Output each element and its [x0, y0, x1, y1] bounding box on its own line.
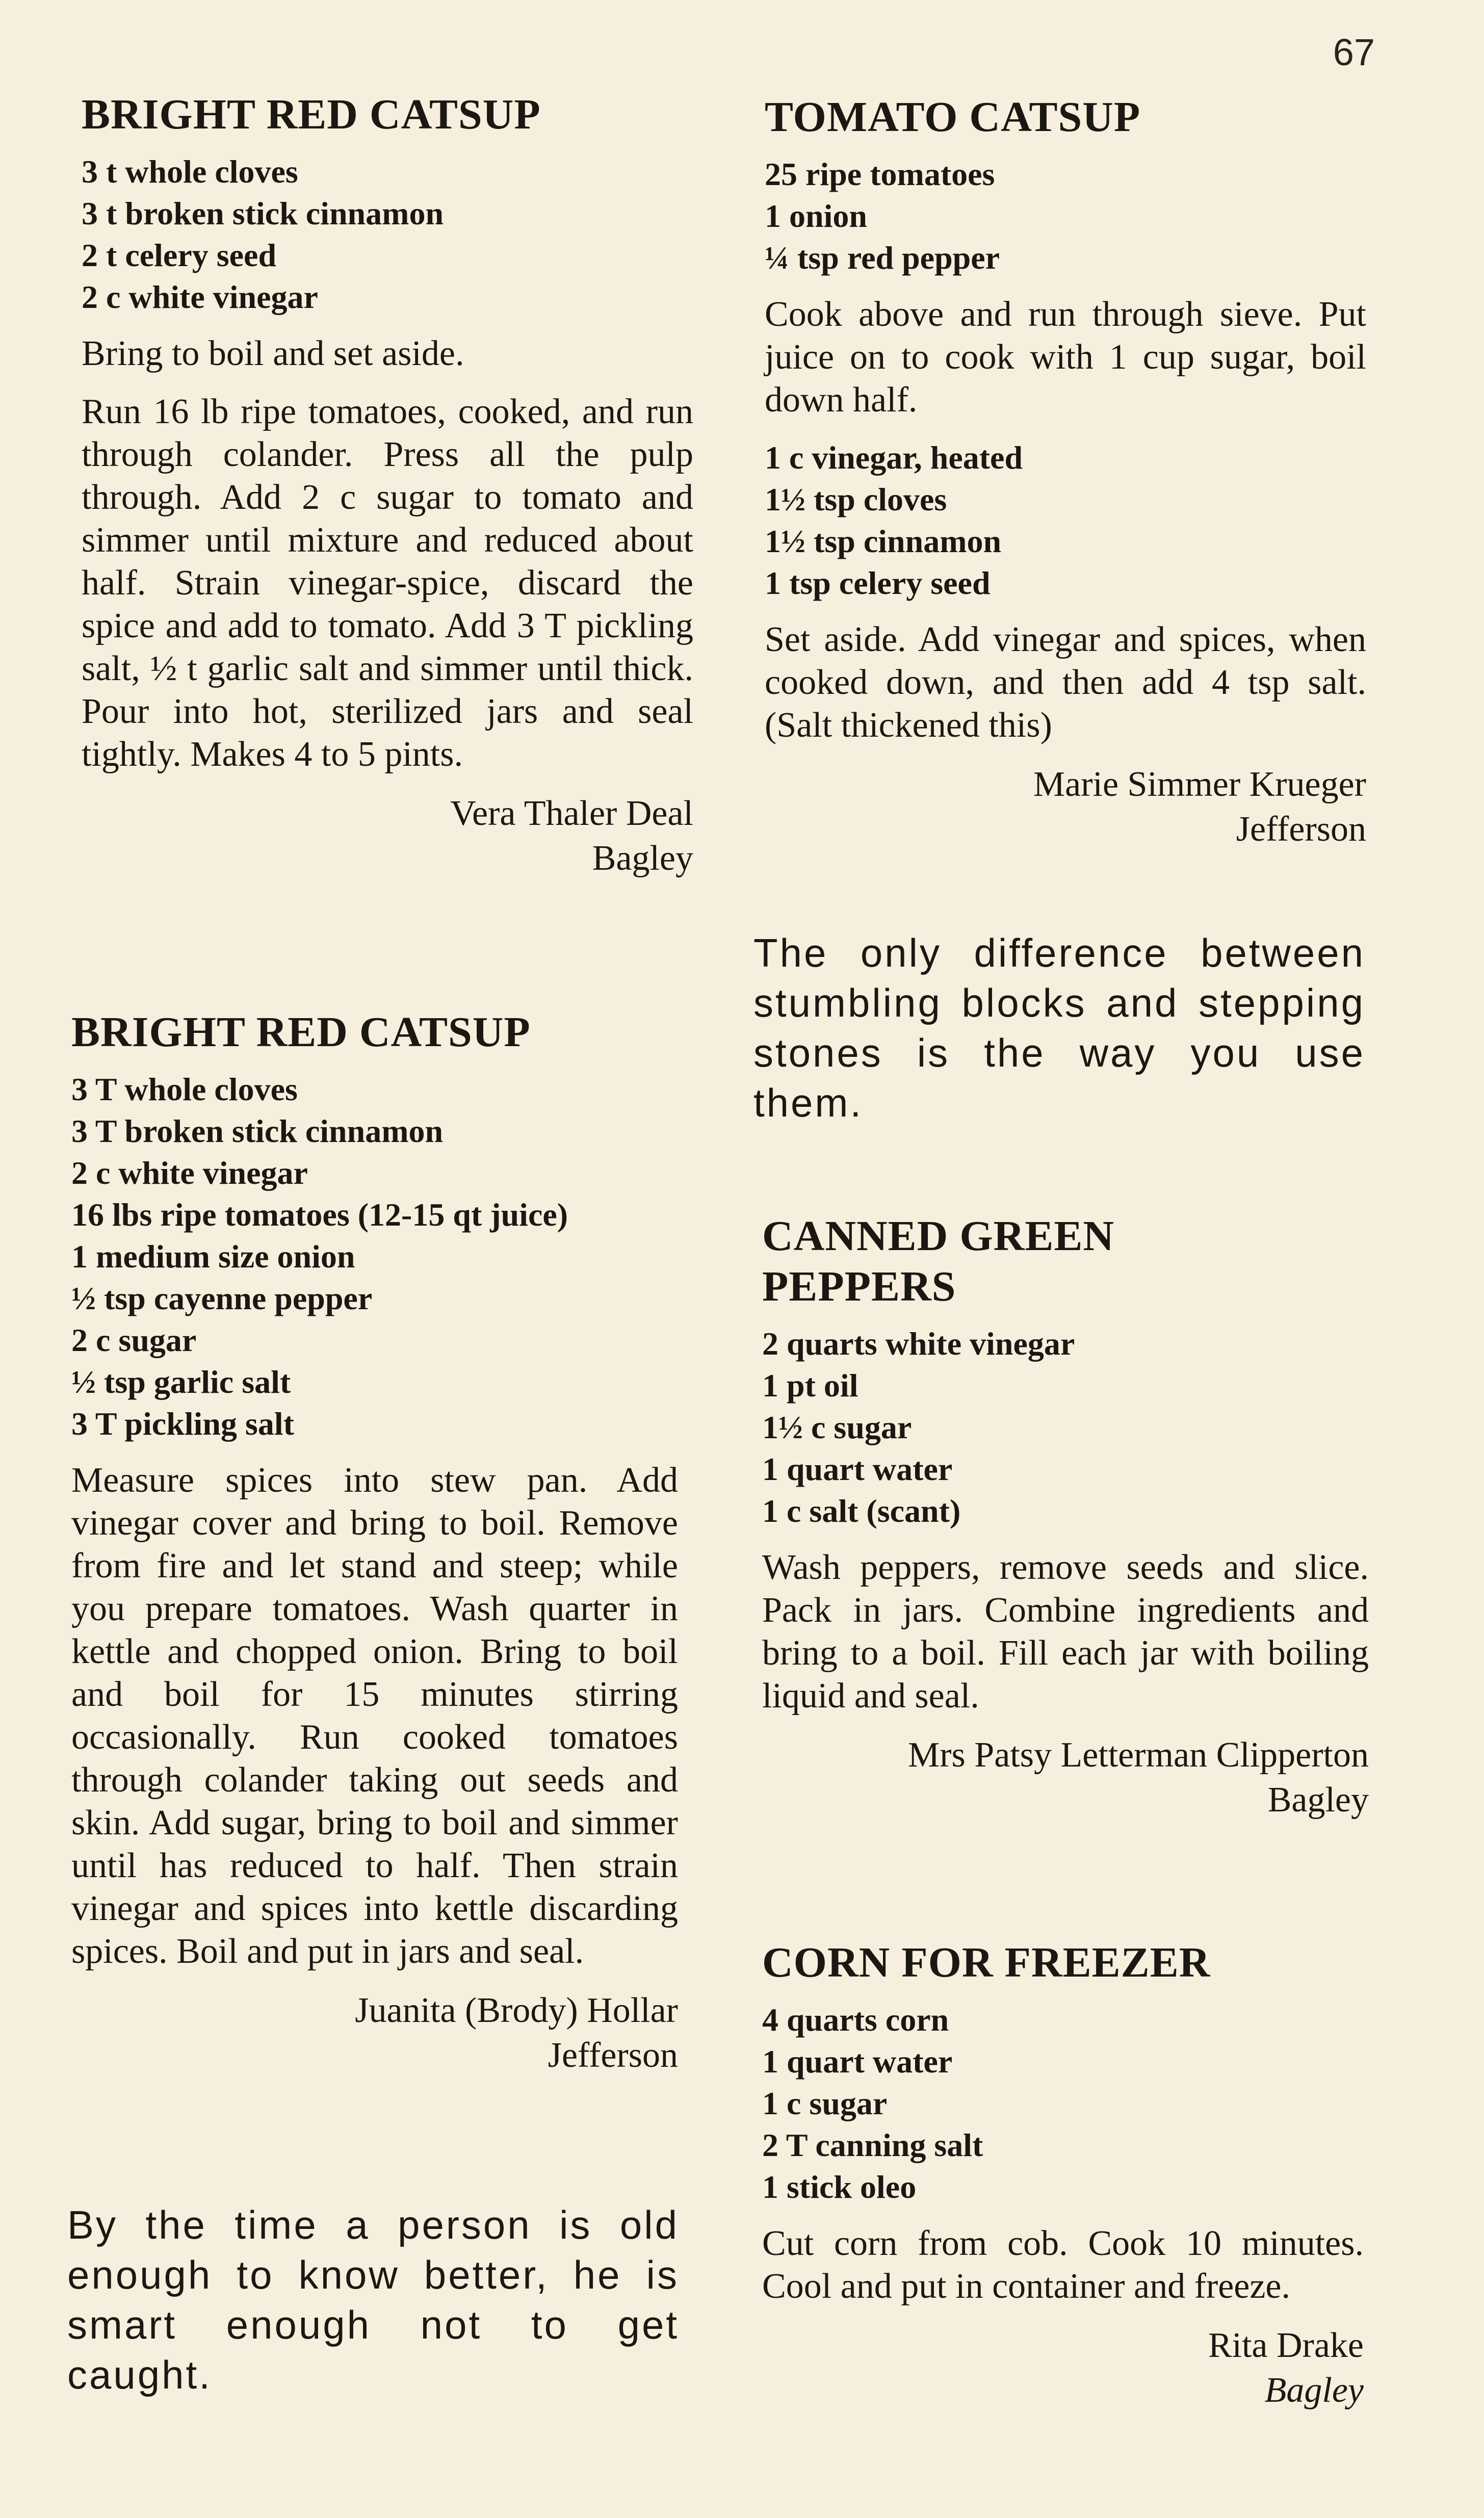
ingredient: 4 quarts corn	[762, 2002, 949, 2038]
page-number: 67	[1333, 31, 1375, 73]
ingredient-list	[762, 1323, 1369, 1532]
ingredient: 1 c sugar	[762, 2085, 888, 2122]
recipe-bright-red-catsup-1	[82, 89, 693, 881]
recipe-instructions: Wash peppers, remove seeds and slice. Pack in jars. Combine ingredients and bring to a boil. Fill each jar with boiling liquid and seal.	[762, 1548, 1369, 1716]
ingredient: 2 T canning salt	[762, 2127, 983, 2164]
ingredient: ½ tsp garlic salt	[71, 1364, 291, 1400]
ingredient: 1 quart water	[762, 1451, 953, 1488]
recipe-credit	[762, 2323, 1364, 2413]
ingredient: 1 c salt (scant)	[762, 1493, 961, 1529]
recipe-title: BRIGHT RED CATSUP	[82, 91, 541, 138]
quote-stumbling-blocks: The only difference between stumbling blocks and stepping stones is the way you use them.	[753, 930, 1365, 1125]
recipe-instructions: Run 16 lb ripe tomatoes, cooked, and run through colander. Press all the pulp through. Add 2 c sugar to tomato and simmer until mixture and reduced about half. Strain vinegar-spice, discard the spice and add to tomato. Add 3 T pickling salt, ½ t garlic salt and simmer until thick. Pour into hot, sterilized jars and seal tightly. Makes 4 to 5 pints.	[82, 392, 693, 774]
author-location: Jefferson	[1236, 810, 1366, 849]
author-name: Mrs Patsy Letterman Clipperton	[907, 1735, 1369, 1775]
author-name: Juanita (Brody) Hollar	[355, 1991, 678, 2031]
ingredient: 3 t broken stick cinnamon	[82, 195, 444, 232]
recipe-instructions: Cook above and run through sieve. Put juice on to cook with 1 cup sugar, boil down half.	[765, 295, 1366, 420]
author-location: Bagley	[1264, 2371, 1364, 2410]
recipe-credit	[765, 762, 1366, 852]
ingredient: 2 t celery seed	[82, 237, 277, 274]
recipe-bright-red-catsup-2	[71, 1007, 678, 2078]
recipe-title: CANNED GREEN PEPPERS	[762, 1212, 1115, 1311]
ingredient-list	[765, 153, 1366, 279]
ingredient: 3 t whole cloves	[82, 153, 298, 190]
ingredient: 2 c sugar	[71, 1322, 197, 1359]
recipe-canned-green-peppers	[762, 1211, 1369, 1823]
ingredient: 1 tsp celery seed	[765, 565, 991, 602]
recipe-title: CORN FOR FREEZER	[762, 1939, 1211, 1986]
recipe-instructions: Bring to boil and set aside.	[82, 334, 464, 374]
recipe-instructions: Set aside. Add vinegar and spices, when cooked down, and then add 4 tsp salt. (Salt thickened this)	[765, 620, 1366, 745]
author-location: Bagley	[592, 839, 693, 878]
ingredient: ½ tsp cayenne pepper	[71, 1280, 373, 1317]
ingredient: 1½ tsp cinnamon	[765, 523, 1002, 560]
author-location: Jefferson	[548, 2036, 678, 2075]
ingredient: 16 lbs ripe tomatoes (12-15 qt juice)	[71, 1197, 568, 1233]
quote-old-enough: By the time a person is old enough to know better, he is smart enough not to get caught.	[67, 2202, 679, 2397]
ingredient-list-secondary	[765, 437, 1366, 604]
ingredient: 3 T broken stick cinnamon	[71, 1113, 444, 1150]
recipe-instructions: Measure spices into stew pan. Add vinegar cover and bring to boil. Remove from fire and let stand and steep; while you prepare tomatoes. Wash quarter in kettle and chopped onion. Bring to boil and boil for 15 minutes stirring occasionally. Run cooked tomatoes through colander taking out seeds and skin. Add sugar, bring to boil and simmer until has reduced to half. Then strain vinegar and spices into kettle discarding spices. Boil and put in jars and seal.	[71, 1461, 678, 1971]
ingredient-list	[762, 1999, 1364, 2208]
recipe-credit	[762, 1733, 1369, 1823]
ingredient: 1 onion	[765, 198, 867, 235]
recipe-corn-for-freezer	[762, 1937, 1364, 2413]
ingredient: 1½ c sugar	[762, 1409, 912, 1446]
author-name: Rita Drake	[1208, 2326, 1364, 2366]
author-name: Marie Simmer Krueger	[1033, 765, 1366, 804]
recipe-title: BRIGHT RED CATSUP	[71, 1008, 531, 1056]
ingredient: 1 c vinegar, heated	[765, 439, 1023, 476]
ingredient: ¼ tsp red pepper	[765, 240, 1000, 276]
author-name: Vera Thaler Deal	[450, 794, 693, 834]
ingredient: 3 T pickling salt	[71, 1406, 294, 1442]
ingredient-list	[71, 1069, 678, 1445]
ingredient: 1 medium size onion	[71, 1238, 355, 1275]
ingredient: 25 ripe tomatoes	[765, 156, 995, 193]
recipe-tomato-catsup	[765, 92, 1366, 852]
ingredient-list	[82, 151, 693, 318]
ingredient: 2 c white vinegar	[82, 279, 318, 316]
ingredient: 3 T whole cloves	[71, 1071, 298, 1108]
ingredient: 1 quart water	[762, 2043, 953, 2080]
ingredient: 1 pt oil	[762, 1367, 858, 1404]
recipe-instructions: Cut corn from cob. Cook 10 minutes. Cool and put in container and freeze.	[762, 2224, 1364, 2306]
ingredient: 2 c white vinegar	[71, 1155, 308, 1191]
ingredient: 2 quarts white vinegar	[762, 1326, 1075, 1362]
ingredient: 1 stick oleo	[762, 2169, 917, 2205]
ingredient: 1½ tsp cloves	[765, 481, 947, 518]
recipe-credit	[82, 791, 693, 881]
recipe-credit	[71, 1988, 678, 2078]
recipe-title: TOMATO CATSUP	[765, 93, 1141, 141]
author-location: Bagley	[1267, 1780, 1369, 1820]
